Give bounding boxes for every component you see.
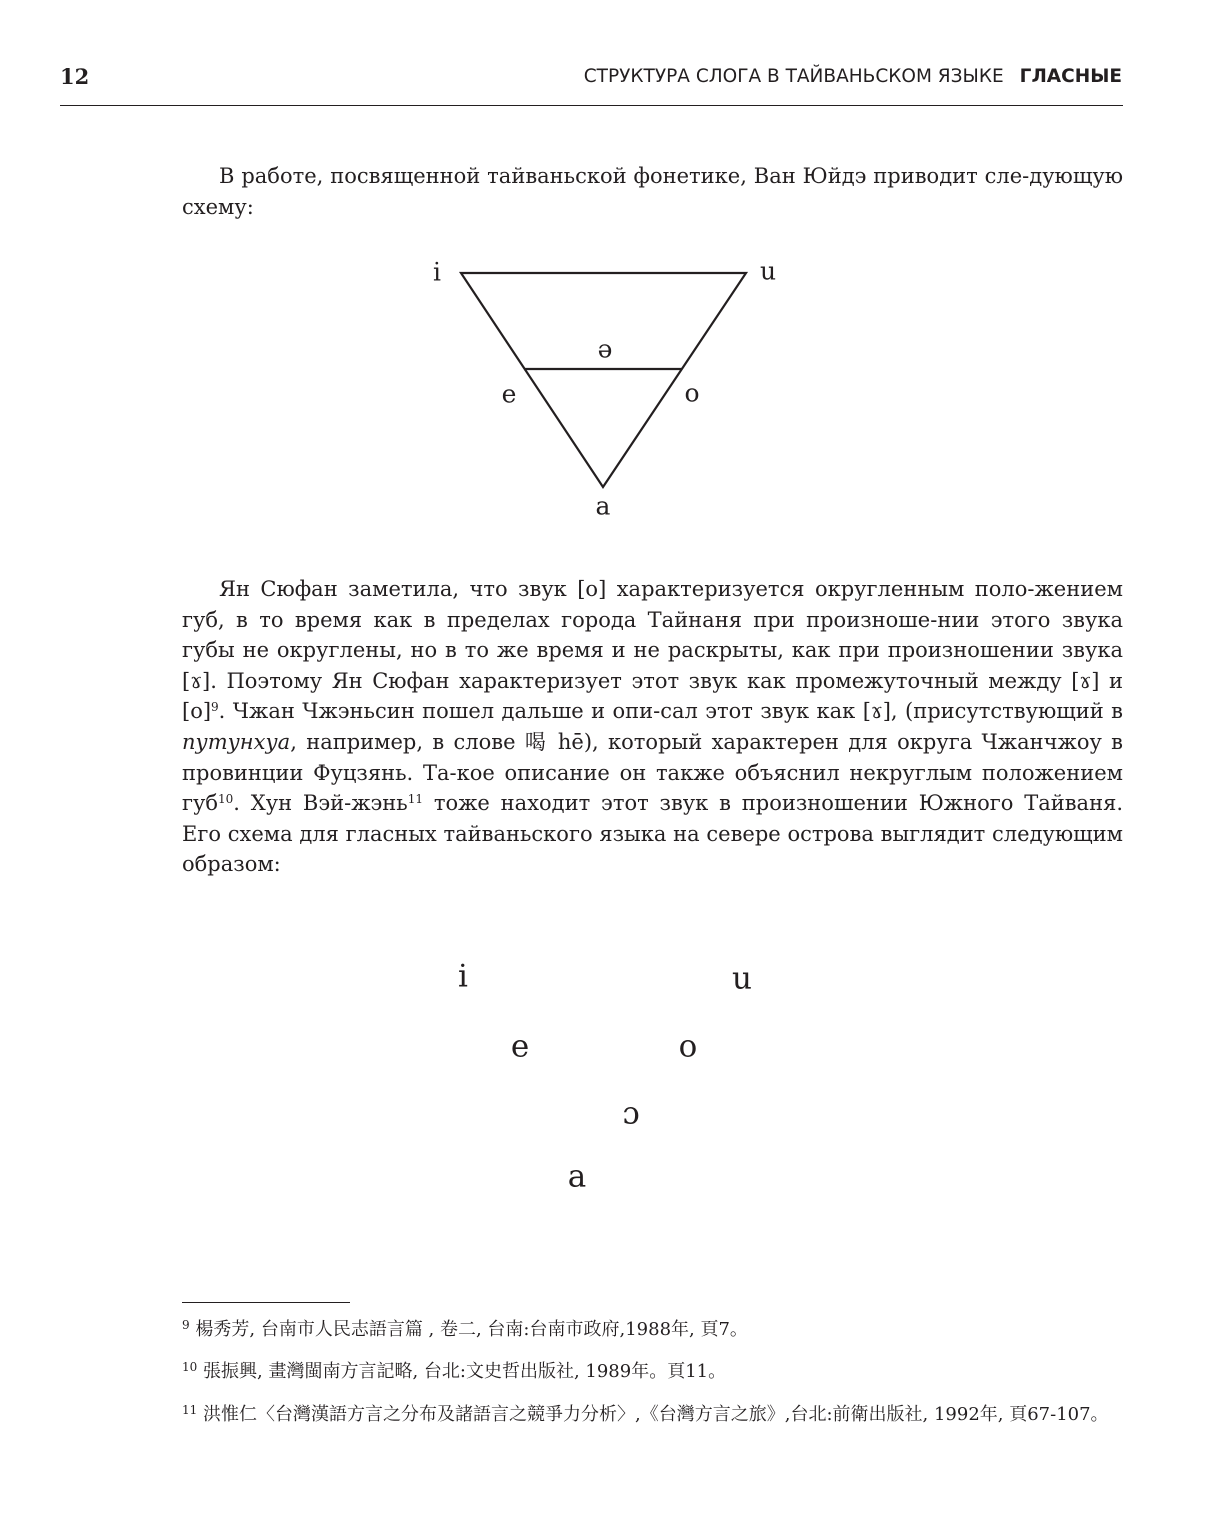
paragraph-main	[182, 574, 1123, 880]
paragraph-intro	[182, 161, 1123, 222]
footnote-10-text: 張振興, 畫灣閩南方言記略, 台北:文史哲出版社, 1989年。頁11。	[203, 1361, 727, 1382]
paragraph-intro-text: В работе, посвященной тайваньской фонетике, Ван Юйдэ приводит сле-дующую схему:	[182, 164, 1123, 219]
footnote-11-number: 11	[182, 1403, 198, 1417]
paragraph-main-part1: Ян Сюфан заметила, что звук [o] характеризуется округленным поло-жением губ, в то время как в пределах города Тайнаня при произноше-нии этого звука губы не округлены, но в то же время и не раскрыты, как при произношении звука [ɤ]. Поэтому Ян Сюфан характеризует этот звук как промежуточный между [ɤ] и [o]	[182, 577, 1123, 724]
footnote-ref-11[interactable]: 11	[407, 792, 424, 807]
section-title: ГЛАСНЫЕ	[1019, 66, 1122, 87]
paragraph-main-part4: . Хун Вэй-жэнь	[233, 791, 408, 816]
diagram1-label-i: i	[433, 257, 441, 287]
diagram2-label-open-o: ɔ	[622, 1095, 640, 1132]
page-number: 12	[60, 64, 90, 89]
diagram1-label-e: e	[501, 379, 517, 409]
diagram1-label-a: a	[595, 491, 611, 521]
footnote-10-number: 10	[182, 1360, 198, 1374]
paragraph-main-part2: . Чжан Чжэньсин пошел дальше и опи-сал этот звук как [ɤ], (присутствующий в	[218, 699, 1123, 724]
paragraph-main-part3: , например, в слове 喝 hē), который характерен для округа Чжанчжоу в провинции Фуцзянь. Та-кое описание он также объяснил некруглым положением губ	[182, 729, 1123, 816]
running-header	[584, 66, 1122, 87]
footnote-9	[182, 1315, 748, 1341]
diagram2-label-o: o	[678, 1028, 698, 1065]
footnote-rule	[182, 1302, 350, 1303]
footnote-ref-9[interactable]: 9	[211, 700, 219, 715]
footnote-10	[182, 1357, 726, 1383]
diagram1-label-schwa: ə	[597, 334, 613, 364]
footnote-9-number: 9	[182, 1318, 190, 1332]
term-putunghua: путунхуа	[182, 729, 291, 754]
footnote-11	[182, 1400, 1109, 1426]
diagram1-label-u: u	[759, 256, 777, 286]
footnote-11-text: 洪惟仁〈台灣漢語方言之分布及諸語言之競爭力分析〉,《台灣方言之旅》,台北:前衛出版社, 1992年, 頁67-107。	[203, 1404, 1109, 1425]
header-rule	[60, 105, 1123, 106]
diagram2-label-e: e	[510, 1028, 530, 1065]
diagram2-label-u: u	[732, 960, 752, 997]
diagram2-label-a: a	[567, 1158, 587, 1195]
paragraph-main-part5: тоже находит этот звук в произношении Южного Тайваня. Его схема для гласных тайваньского языка на севере острова выглядит следующим образом:	[182, 791, 1123, 877]
running-title: СТРУКТУРА СЛОГА В ТАЙВАНЬСКОМ ЯЗЫКЕ	[583, 66, 1004, 87]
footnote-ref-10[interactable]: 10	[218, 792, 234, 807]
diagram2-label-i: i	[458, 958, 468, 995]
diagram1-label-o: o	[684, 378, 700, 408]
footnote-9-text: 楊秀芳, 台南市人民志語言篇 , 卷二, 台南:台南市政府,1988年, 頁7。	[195, 1319, 748, 1340]
